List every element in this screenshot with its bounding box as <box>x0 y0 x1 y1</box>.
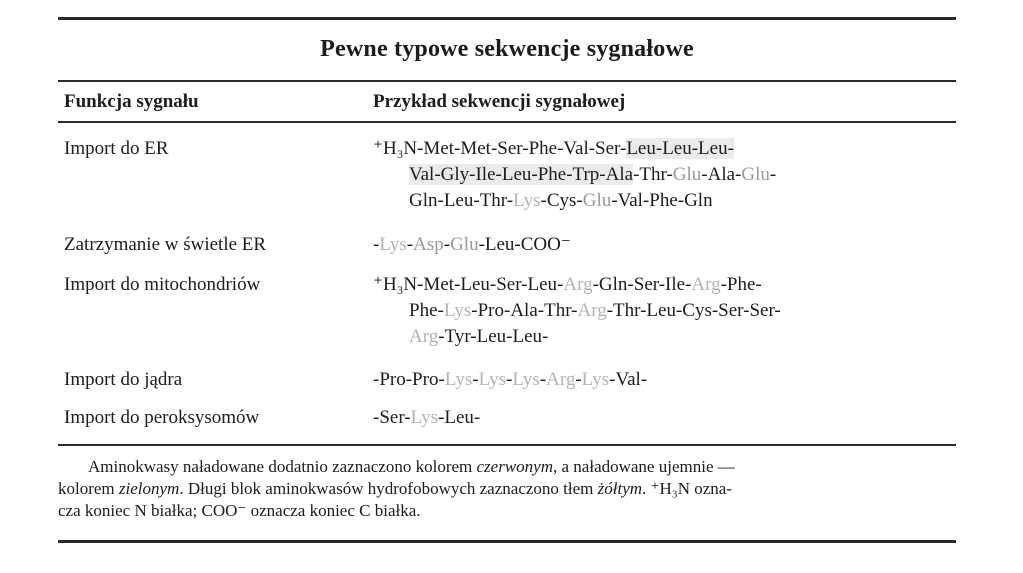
negative-residue: Glu <box>450 234 479 255</box>
positive-residue: Lys <box>581 369 610 390</box>
signal-sequence <box>373 405 953 431</box>
sequence-line <box>373 162 953 188</box>
sequence-line <box>373 272 953 298</box>
sequence-segment: -Thr-Leu-Cys-Ser-Ser- <box>606 300 781 321</box>
signal-sequence <box>373 272 953 350</box>
negative-residue: Glu <box>741 164 770 185</box>
positive-residue: Lys <box>512 369 540 390</box>
footnote-text: . Długi blok aminokwasów hydrofobowych zaznaczono tłem <box>179 479 598 498</box>
positive-residue: Lys <box>410 407 439 428</box>
sequence-segment: Gln-Leu-Thr- <box>409 190 514 211</box>
sequence-line <box>373 367 953 393</box>
sequence-line <box>373 298 953 324</box>
sequence-segment: - <box>769 164 777 185</box>
table-title: Pewne typowe sekwencje sygnałowe <box>320 36 694 62</box>
column-header-function: Funkcja sygnału <box>64 91 199 112</box>
footnote-line <box>58 478 956 500</box>
hydrophobic-block: Val-Gly-Ile-Leu-Phe-Trp-Ala <box>409 164 634 185</box>
table-footnote <box>58 456 956 522</box>
footnote-line <box>58 500 956 522</box>
footnote-text: , a naładowane ujemnie — <box>553 457 735 476</box>
sequence-line <box>373 188 953 214</box>
bottom-rule <box>58 540 956 543</box>
sequence-line <box>373 405 953 431</box>
signal-function: Zatrzymanie w świetle ER <box>64 234 267 255</box>
sequence-segment: -Phe- <box>720 274 762 295</box>
sequence-line <box>373 324 953 350</box>
footnote-text: cza koniec N białka; COO⁻ oznacza koniec C białka. <box>58 501 421 520</box>
signal-function: Import do ER <box>64 138 169 159</box>
sequence-line <box>373 136 953 162</box>
sequence-segment: - <box>406 234 414 255</box>
sequence-segment: - <box>443 234 451 255</box>
signal-sequence <box>373 136 953 214</box>
positive-residue: Lys <box>478 369 507 390</box>
positive-residue: Lys <box>443 300 472 321</box>
positive-residue: Lys <box>513 190 541 211</box>
sequence-segment: - <box>472 369 479 390</box>
signal-function: Import do jądra <box>64 369 183 390</box>
negative-residue: Glu <box>582 190 612 211</box>
signal-function: Import do mitochondriów <box>64 274 261 295</box>
top-rule <box>58 17 956 20</box>
sequence-segment: - <box>373 234 380 255</box>
positive-residue: Arg <box>563 274 593 295</box>
footnote-text: Aminokwasy naładowane dodatnio zaznaczono kolorem <box>88 457 477 476</box>
sequence-segment: Phe- <box>409 300 444 321</box>
title-rule <box>58 80 956 82</box>
sequence-segment: -Leu-COO⁻ <box>478 234 571 255</box>
signal-sequence <box>373 232 953 258</box>
table-bottom-rule <box>58 444 956 446</box>
footnote-negative-color: zielonym <box>118 479 180 498</box>
sequence-segment: -Pro-Ala-Thr- <box>471 300 578 321</box>
sequence-segment: -Cys- <box>540 190 583 211</box>
signal-sequence <box>373 367 953 393</box>
positive-residue: Arg <box>577 300 607 321</box>
sequence-segment: -Thr- <box>633 164 673 185</box>
positive-residue: Lys <box>379 234 407 255</box>
column-header-example: Przykład sekwencji sygnałowej <box>373 91 626 112</box>
header-rule <box>58 121 956 123</box>
sequence-segment: -Tyr-Leu-Leu- <box>438 326 549 347</box>
sequence-segment: - <box>539 369 547 390</box>
positive-residue: Arg <box>409 326 439 347</box>
footnote-positive-color: czerwonym <box>476 457 553 476</box>
sequence-segment: -Val- <box>609 369 648 390</box>
footnote-text: . ⁺H₃N ozna- <box>642 479 732 498</box>
sequence-segment: -Gln-Ser-Ile- <box>592 274 692 295</box>
hydrophobic-block: Leu-Leu-Leu- <box>626 138 734 159</box>
positive-residue: Lys <box>444 369 473 390</box>
sequence-segment: -Ala- <box>701 164 742 185</box>
sequence-line <box>373 232 953 258</box>
footnote-text: kolorem <box>58 479 119 498</box>
signal-function: Import do peroksysomów <box>64 407 260 428</box>
negative-residue: Glu <box>672 164 702 185</box>
sequence-segment: -Leu- <box>438 407 481 428</box>
footnote-hydrophobic-color: żółtym <box>597 479 643 498</box>
sequence-segment: - <box>506 369 513 390</box>
sequence-segment: ⁺H₃N-Met-Leu-Ser-Leu- <box>373 274 564 295</box>
negative-residue: Asp <box>413 234 444 255</box>
sequence-segment: ⁺H₃N-Met-Met-Ser-Phe-Val-Ser- <box>373 138 627 159</box>
sequence-segment: -Ser- <box>373 407 411 428</box>
footnote-line <box>58 456 956 478</box>
sequence-segment: -Pro-Pro- <box>373 369 445 390</box>
positive-residue: Arg <box>691 274 721 295</box>
sequence-segment: -Val-Phe-Gln <box>611 190 713 211</box>
positive-residue: Arg <box>546 369 576 390</box>
sequence-segment: - <box>575 369 582 390</box>
